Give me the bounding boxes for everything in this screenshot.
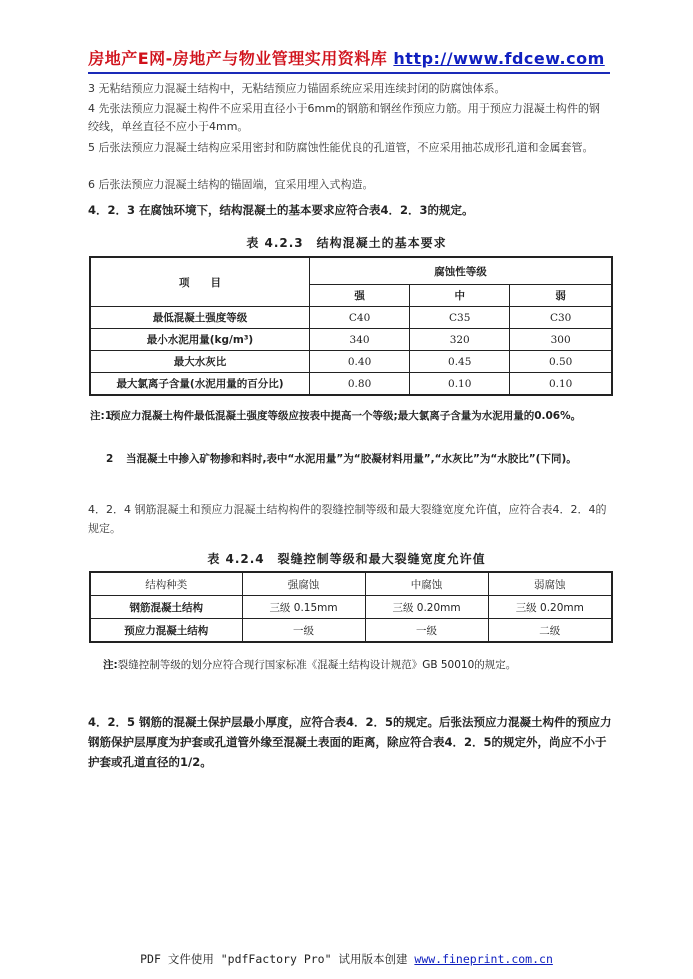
table-4-2-4-note (103, 655, 613, 676)
table-4-2-4 (89, 571, 613, 643)
table-note-2-marker: 2 (106, 453, 114, 465)
table-row (90, 596, 612, 619)
section-4-2-5: 4．2．5 钢筋的混凝土保护层最小厚度，应符合表4．2．5的规定。后张法预应力混凝土构件的预应力钢筋保护层厚度为护套或孔道管外缘至混凝土表面的距离，除应符合表4．2．5的规定外，尚应不小于护套或孔道直径的1/2。 (88, 715, 612, 769)
column-header-item: 项 目 (90, 257, 310, 307)
table-cell: 300 (510, 329, 612, 351)
table-header-row (90, 257, 612, 285)
column-header-corrosion-grade: 腐蚀性等级 (310, 257, 613, 285)
table-cell: 三级 0.20mm (488, 596, 612, 619)
column-header-weak: 弱 (510, 285, 612, 307)
pdf-footer (0, 951, 693, 967)
clause-4: 4 先张法预应力混凝土构件不应采用直径小于6mm的钢筋和钢丝作预应力筋。用于预应力混凝土构件的钢绞线，单丝直径不应小于4mm。 (88, 102, 600, 133)
footer-text: PDF 文件使用 "pdfFactory Pro" 试用版本创建 (140, 952, 408, 966)
table-row (90, 307, 612, 329)
header-divider (88, 72, 610, 74)
table-4-2-4-caption: 表 4.2.4 裂缝控制等级和最大裂缝宽度允许值 (207, 552, 486, 566)
column-header-strong-corrosion: 强腐蚀 (242, 572, 365, 596)
section-4-2-4: 4．2．4 钢筋混凝土和预应力混凝土结构构件的裂缝控制等级和最大裂缝宽度允许值，应符合表4．2．4的规定。 (88, 503, 607, 535)
column-header-structure-type: 结构种类 (90, 572, 242, 596)
table-cell: 0.10 (410, 373, 510, 396)
table-4-2-3 (89, 256, 613, 396)
row-label: 最低混凝土强度等级 (90, 307, 310, 329)
row-label: 钢筋混凝土结构 (90, 596, 242, 619)
table-cell: C35 (410, 307, 510, 329)
table-cell: 340 (310, 329, 410, 351)
table-cell: 0.10 (510, 373, 612, 396)
table-cell: 320 (410, 329, 510, 351)
table-cell: C40 (310, 307, 410, 329)
note-text: 裂缝控制等级的划分应符合现行国家标准《混凝土结构设计规范》GB 50010的规定。 (117, 659, 517, 671)
table-cell: 二级 (488, 619, 612, 643)
column-header-medium: 中 (410, 285, 510, 307)
table-cell: 一级 (365, 619, 488, 643)
table-cell: 0.45 (410, 351, 510, 373)
column-header-weak-corrosion: 弱腐蚀 (488, 572, 612, 596)
table-cell: 一级 (242, 619, 365, 643)
column-header-strong: 强 (310, 285, 410, 307)
table-header-row (90, 572, 612, 596)
row-label: 最大氯离子含量(水泥用量的百分比) (90, 373, 310, 396)
table-note-2: 当混凝土中掺入矿物掺和料时,表中“水泥用量”为“胶凝材料用量”,“水灰比”为“水胶比”(下同)。 (126, 453, 577, 465)
column-header-medium-corrosion: 中腐蚀 (365, 572, 488, 596)
table-row (90, 351, 612, 373)
row-label: 最大水灰比 (90, 351, 310, 373)
row-label: 预应力混凝土结构 (90, 619, 242, 643)
row-label: 最小水泥用量(kg/m³) (90, 329, 310, 351)
table-4-2-3-caption: 表 4.2.3 结构混凝土的基本要求 (246, 236, 447, 250)
clause-6: 6 后张法预应力混凝土结构的锚固端，宜采用埋入式构造。 (88, 178, 374, 191)
site-title: 房地产E网-房地产与物业管理实用资料库 (88, 49, 388, 68)
clause-5: 5 后张法预应力混凝土结构应采用密封和防腐蚀性能优良的孔道管，不应采用抽芯成形孔道和金属套管。 (88, 141, 594, 154)
table-row (90, 619, 612, 643)
table-cell: 0.40 (310, 351, 410, 373)
table-cell: 三级 0.20mm (365, 596, 488, 619)
table-row (90, 373, 612, 396)
table-cell: C30 (510, 307, 612, 329)
clause-3: 3 无粘结预应力混凝土结构中，无粘结预应力锚固系统应采用连续封闭的防腐蚀体系。 (88, 82, 506, 95)
section-4-2-3: 4．2．3 在腐蚀环境下，结构混凝土的基本要求应符合表4．2．3的规定。 (88, 203, 474, 217)
table-note-1: 预应力混凝土构件最低混凝土强度等级应按表中提高一个等级;最大氯离子含量为水泥用量的0.06%。 (110, 410, 582, 422)
table-cell: 三级 0.15mm (242, 596, 365, 619)
footer-link[interactable]: www.fineprint.com.cn (414, 952, 553, 966)
table-cell: 0.50 (510, 351, 612, 373)
table-note-1-marker: 注:1 (90, 410, 113, 422)
site-header (0, 46, 693, 69)
table-cell: 0.80 (310, 373, 410, 396)
table-row (90, 329, 612, 351)
site-url-link[interactable]: http://www.fdcew.com (393, 49, 605, 68)
note-prefix: 注: (103, 659, 118, 671)
